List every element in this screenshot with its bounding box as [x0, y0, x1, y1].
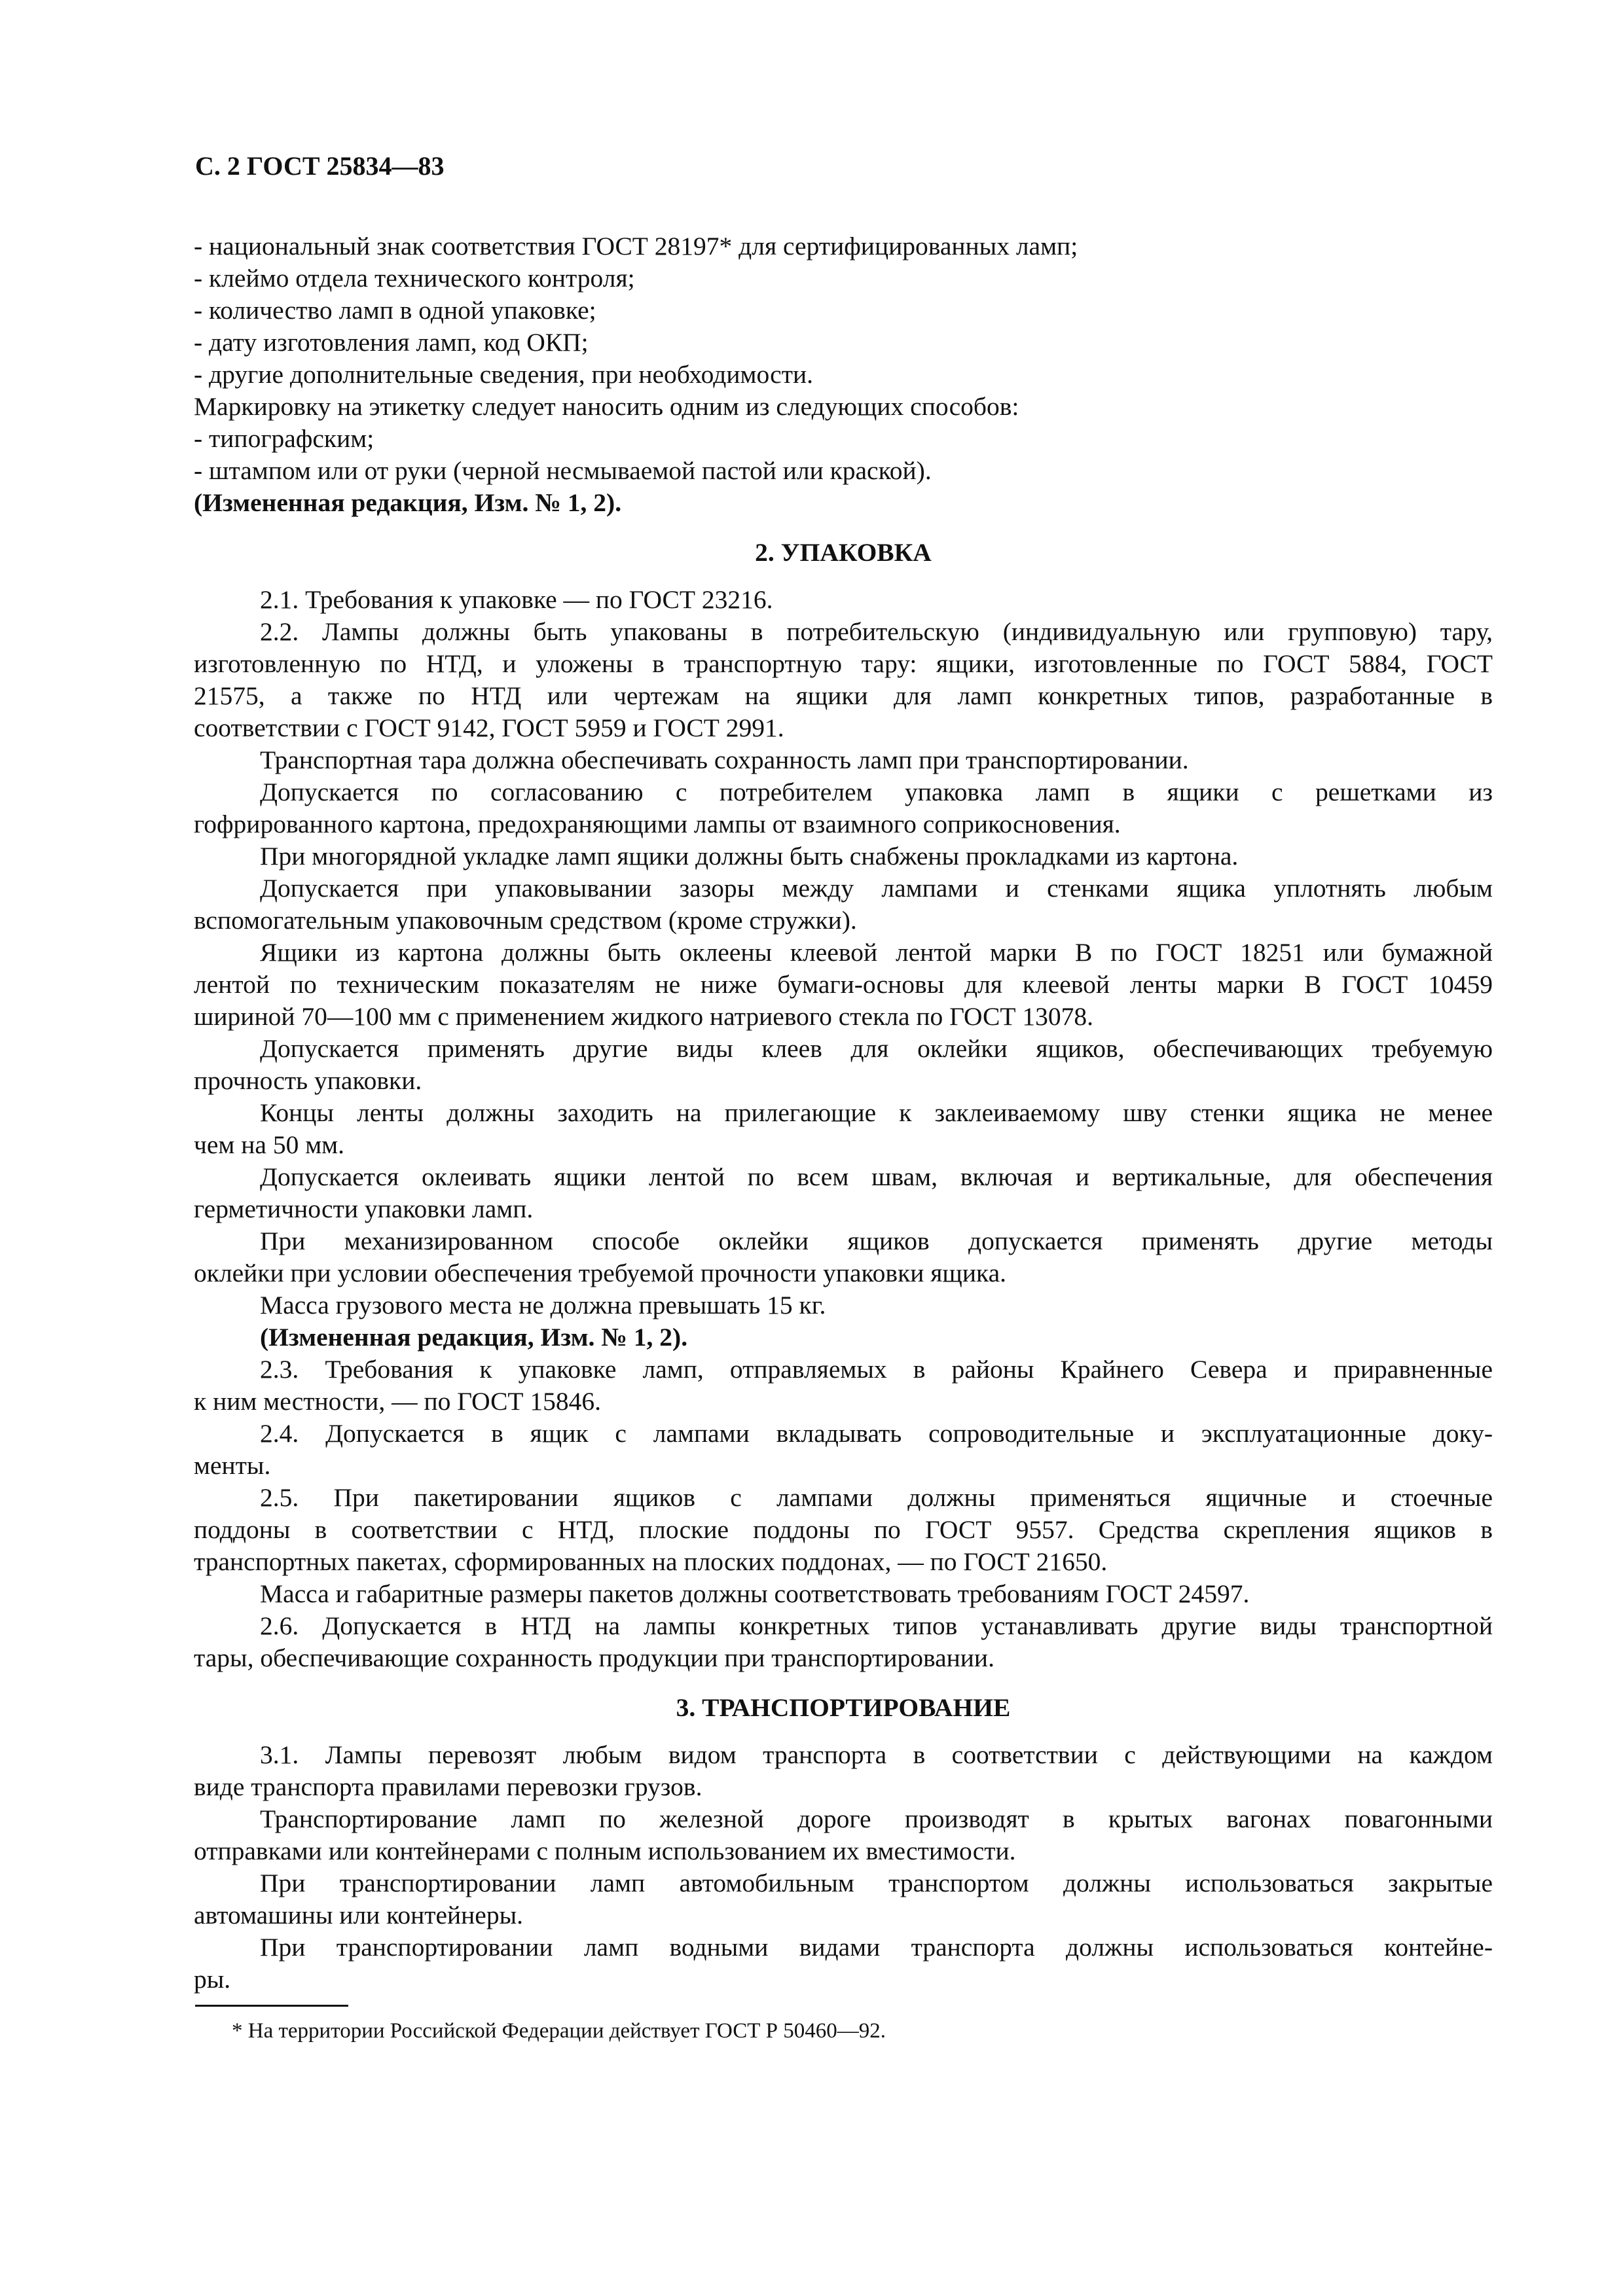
list-item: - штампом или от руки (черной несмываемой пастой или краской).	[194, 456, 932, 485]
paragraph-line: 21575, а также по НТД или чертежам на ящики для ламп конкретных типов, разработанные в	[194, 681, 1493, 710]
paragraph-line: Ящики из картона должны быть оклеены клеевой лентой марки В по ГОСТ 18251 или бумажной	[260, 938, 1493, 967]
section-2	[194, 584, 1493, 1674]
paragraph-grids	[194, 776, 1493, 840]
paragraph-line: шириной 70—100 мм с применением жидкого натриевого стекла по ГОСТ 13078.	[194, 1002, 1093, 1031]
paragraph-line: лентой по техническим показателям не ниже бумаги-основы для клеевой ленты марки В ГОСТ 10459	[194, 970, 1493, 999]
paragraph-2-3	[194, 1354, 1493, 1418]
paragraph-line: менты.	[194, 1451, 271, 1480]
paragraph-line: Допускается при упаковывании зазоры между лампами и стенками ящика уплотнять любым	[260, 874, 1493, 903]
paragraph-line: к ним местности, — по ГОСТ 15846.	[194, 1387, 602, 1416]
footnote-divider	[195, 2005, 348, 2007]
paragraph-line: прочность упаковки.	[194, 1066, 422, 1095]
section-3	[194, 1739, 1493, 1996]
paragraph-line: поддоны в соответствии с НТД, плоские поддоны по ГОСТ 9557. Средства скрепления ящиков в	[194, 1515, 1493, 1544]
paragraph-line: 3.1. Лампы перевозят любым видом транспорта в соответствии с действующими на каждом	[260, 1740, 1493, 1769]
paragraph-2-4	[194, 1418, 1493, 1482]
paragraph-line: 2.6. Допускается в НТД на лампы конкретных типов устанавливать другие виды транспортной	[260, 1611, 1493, 1640]
paragraph-line: отправками или контейнерами с полным использованием их вместимости.	[194, 1837, 1016, 1865]
paragraph-line: изготовленную по НТД, и уложены в транспортную тару: ящики, изготовленные по ГОСТ 5884, ГОСТ	[194, 649, 1493, 678]
marking-list	[194, 230, 1493, 519]
paragraph-cardboard	[194, 937, 1493, 1033]
paragraph-gaps	[194, 872, 1493, 937]
paragraph-line: 2.4. Допускается в ящик с лампами вкладывать сопроводительные и эксплуатационные доку-	[260, 1419, 1493, 1448]
paragraph-line: Допускается оклеивать ящики лентой по всем швам, включая и вертикальные, для обеспечения	[260, 1162, 1493, 1191]
paragraph-line: При механизированном способе оклейки ящиков допускается применять другие методы	[260, 1227, 1493, 1255]
paragraph-line: Допускается по согласованию с потребителем упаковка ламп в ящики с решетками из	[260, 778, 1493, 806]
list-item: - национальный знак соответствия ГОСТ 28197* для сертифицированных ламп;	[194, 232, 1078, 260]
paragraph-2-6	[194, 1610, 1493, 1674]
paragraph-line: Транспортирование ламп по железной дороге производят в крытых вагонах повагонными	[260, 1804, 1493, 1833]
paragraph-line: чем на 50 мм.	[194, 1130, 345, 1159]
paragraph-line: гофрированного картона, предохраняющими лампы от взаимного соприкосновения.	[194, 810, 1121, 838]
paragraph-line: соответствии с ГОСТ 9142, ГОСТ 5959 и ГОСТ 2991.	[194, 713, 784, 742]
paragraph-multirow: При многорядной укладке ламп ящики должны быть снабжены прокладками из картона.	[260, 842, 1239, 870]
paragraph-line: оклейки при условии обеспечения требуемой прочности упаковки ящика.	[194, 1259, 1006, 1287]
paragraph-transport-tara: Транспортная тара должна обеспечивать сохранность ламп при транспортировании.	[260, 745, 1189, 774]
paragraph-2-5	[194, 1482, 1493, 1578]
section-3-title: 3. ТРАНСПОРТИРОВАНИЕ	[676, 1693, 1011, 1722]
paragraph-line: При транспортировании ламп автомобильным транспортом должны использоваться закрытые	[260, 1869, 1493, 1897]
marking-intro: Маркировку на этикетку следует наносить одним из следующих способов:	[194, 392, 1019, 421]
list-item: - клеймо отдела технического контроля;	[194, 264, 635, 293]
list-item: - количество ламп в одной упаковке;	[194, 296, 596, 325]
footnote: * На территории Российской Федерации действует ГОСТ Р 50460—92.	[232, 2019, 886, 2043]
paragraph-line: 2.3. Требования к упаковке ламп, отправляемых в районы Крайнего Севера и приравненные	[260, 1355, 1493, 1384]
paragraph-line: герметичности упаковки ламп.	[194, 1194, 534, 1223]
amendment-note: (Измененная редакция, Изм. № 1, 2).	[194, 488, 622, 517]
paragraph-line: ры.	[194, 1965, 231, 1994]
paragraph-3-1	[194, 1739, 1493, 1803]
paragraph-glues	[194, 1033, 1493, 1097]
list-item: - дату изготовления ламп, код ОКП;	[194, 328, 589, 357]
paragraph-line: виде транспорта правилами перевозки грузов.	[194, 1772, 702, 1801]
list-item: - другие дополнительные сведения, при необходимости.	[194, 360, 813, 389]
paragraph-2-2	[194, 616, 1493, 744]
paragraph-line: вспомогательным упаковочным средством (кроме стружки).	[194, 906, 857, 935]
paragraph-all-seams	[194, 1161, 1493, 1225]
paragraph-2-1: 2.1. Требования к упаковке — по ГОСТ 23216.	[260, 585, 773, 614]
document-body	[194, 230, 1493, 2046]
paragraph-line: Концы ленты должны заходить на прилегающие к заклеиваемому шву стенки ящика не менее	[260, 1098, 1493, 1127]
paragraph-line: При транспортировании ламп водными видами транспорта должны использоваться контейне-	[260, 1933, 1493, 1962]
list-item: - типографским;	[194, 424, 374, 453]
amendment-note: (Измененная редакция, Изм. № 1, 2).	[260, 1323, 688, 1352]
paragraph-line: 2.5. При пакетировании ящиков с лампами должны применяться ящичные и стоечные	[260, 1483, 1493, 1512]
section-2-title: 2. УПАКОВКА	[755, 538, 932, 567]
paragraph-rail	[194, 1803, 1493, 1867]
paragraph-line: автомашины или контейнеры.	[194, 1901, 524, 1929]
paragraph-line: тары, обеспечивающие сохранность продукции при транспортировании.	[194, 1643, 994, 1672]
paragraph-water	[194, 1931, 1493, 1996]
paragraph-line: транспортных пакетах, сформированных на плоских поддонах, — по ГОСТ 21650.	[194, 1547, 1108, 1576]
paragraph-mechanized	[194, 1225, 1493, 1289]
paragraph-line: Допускается применять другие виды клеев для оклейки ящиков, обеспечивающих требуемую	[260, 1034, 1493, 1063]
paragraph-line: 2.2. Лампы должны быть упакованы в потребительскую (индивидуальную или групповую) тару,	[260, 617, 1493, 646]
page-header: С. 2 ГОСТ 25834—83	[195, 151, 445, 181]
paragraph-packet-mass: Масса и габаритные размеры пакетов должны соответствовать требованиям ГОСТ 24597.	[260, 1579, 1250, 1608]
paragraph-tape-ends	[194, 1097, 1493, 1161]
paragraph-mass: Масса грузового места не должна превышать 15 кг.	[260, 1291, 826, 1319]
paragraph-road	[194, 1867, 1493, 1931]
